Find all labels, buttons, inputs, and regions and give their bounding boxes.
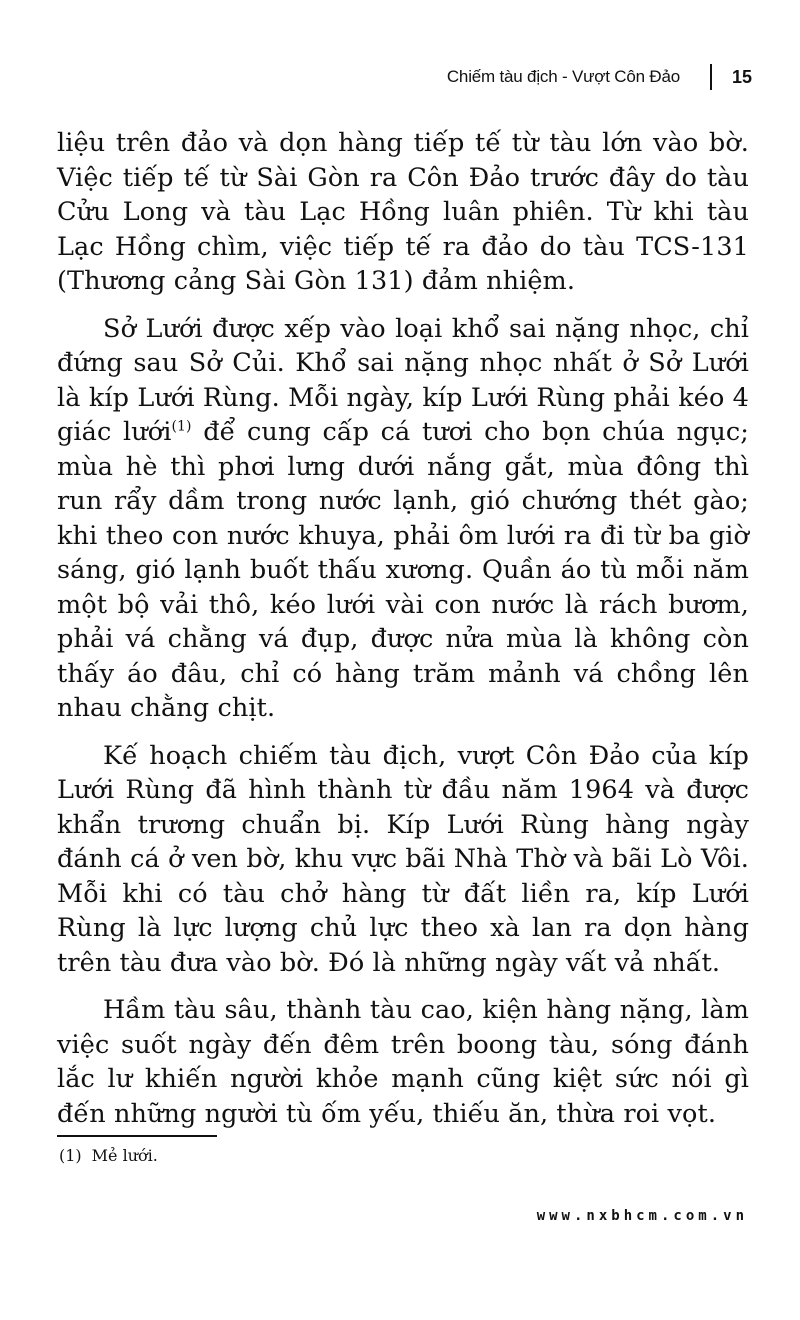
footnote-text: Mẻ lưới. [91, 1146, 158, 1165]
paragraph-continuation: liệu trên đảo và dọn hàng tiếp tế từ tàu lớn vào bờ. Việc tiếp tế từ Sài Gòn ra Côn Đảo trước đây do tàu Cửu Long và tàu Lạc Hồng luân phiên. Từ khi tàu Lạc Hồng chìm, việc tiếp tế ra đảo do tàu TCS-131 (Thương cảng Sài Gòn 131) đảm nhiệm. [57, 128, 749, 296]
footnote-number: (1) [59, 1146, 82, 1165]
publisher-website: www.nxbhcm.com.vn [536, 1208, 748, 1224]
paragraph-text-before-ref: Sở Lưới được xếp vào loại khổ sai nặng nhọc, chỉ đứng sau Sở Củi. Khổ sai nặng nhọc nhất ở Sở Lưới là kíp Lưới Rùng. Mỗi ngày, kíp Lưới Rùng phải kéo 4 giác lưới [57, 313, 749, 447]
header-divider [710, 64, 712, 90]
page-number: 15 [731, 66, 752, 87]
chapter-title: Chiếm tàu địch - Vượt Côn Đảo [446, 67, 680, 86]
paragraph-ke-hoach: Kế hoạch chiếm tàu địch, vượt Côn Đảo của kíp Lưới Rùng đã hình thành từ đầu năm 1964 và được khẩn trương chuẩn bị. Kíp Lưới Rùng hàng ngày đánh cá ở ven bờ, khu vực bãi Nhà Thờ và bãi Lò Vôi. Mỗi khi có tàu chở hàng từ đất liền ra, kíp Lưới Rùng là lực lượng chủ lực theo xà lan ra dọn hàng trên tàu đưa vào bờ. Đó là những ngày vất vả nhất. [57, 740, 749, 978]
paragraph-ham-tau: Hầm tàu sâu, thành tàu cao, kiện hàng nặng, làm việc suốt ngày đến đêm trên boong tàu, sóng đánh lắc lư khiến người khỏe mạnh cũng kiệt sức nói gì đến những người tù ốm yếu, thiếu ăn, thừa roi vọt. [57, 995, 749, 1129]
footnote-reference: (1) [171, 418, 192, 435]
footnote-divider [57, 1135, 217, 1137]
running-header [447, 64, 752, 90]
footnote [59, 1146, 158, 1165]
body-text [57, 126, 749, 1131]
paragraph-text-after-ref: để cung cấp cá tươi cho bọn chúa ngục; mùa hè thì phơi lưng dưới nắng gắt, mùa đông thì run rẩy dầm trong nước lạnh, gió chướng thét gào; khi theo con nước khuya, phải ôm lưới ra đi từ ba giờ sáng, gió lạnh buốt thấu xương. Quần áo tù mỗi năm một bộ vải thô, kéo lưới vài con nước là rách bươm, phải vá chằng vá đụp, được nửa mùa là không còn thấy áo đâu, chỉ có hàng trăm mảnh vá chồng lên nhau chằng chịt. [57, 417, 749, 723]
paragraph-so-luoi [57, 312, 749, 726]
